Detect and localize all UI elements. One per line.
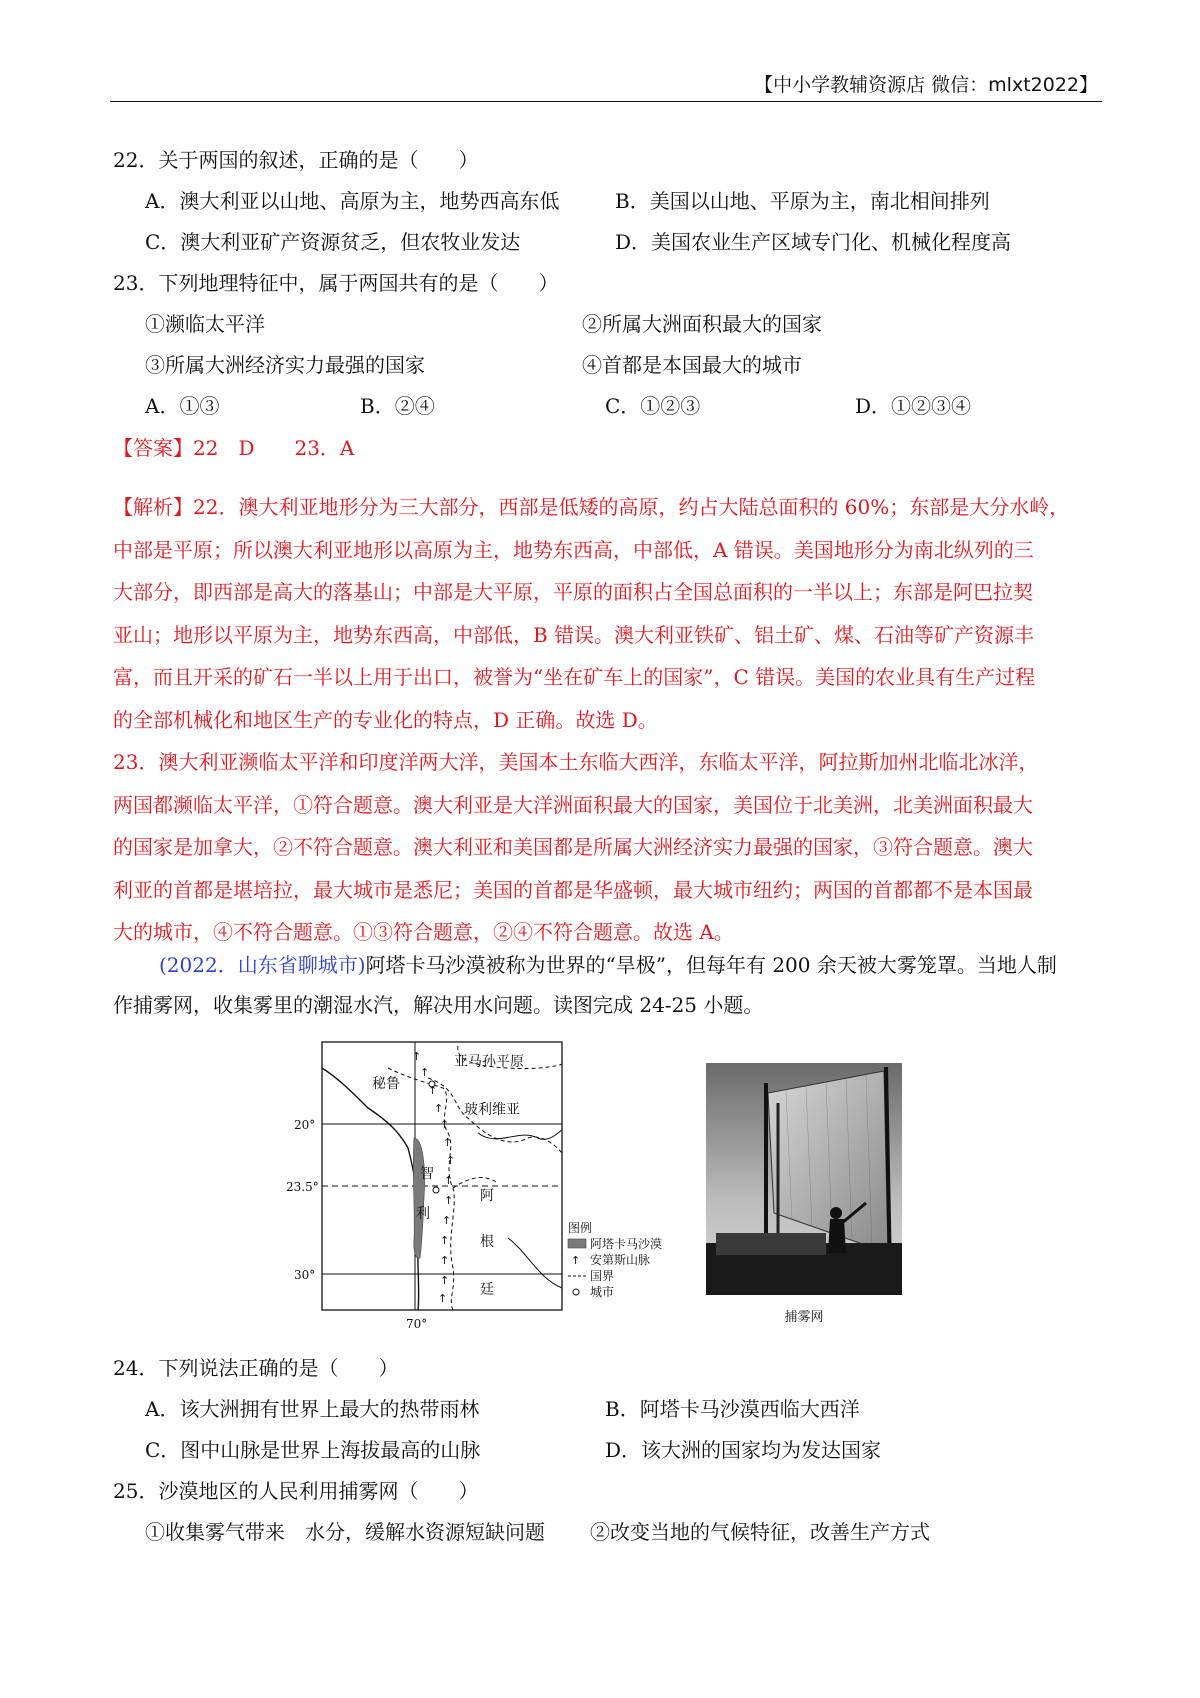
answer-text: 22 D 23．A — [193, 436, 355, 460]
answer-label: 【答案】 — [113, 436, 193, 460]
analysis-line: 亚山；地形以平原为主，地势东西高，中部低，B 错误。澳大利亚铁矿、铝土矿、煤、石油等矿产资源丰 — [113, 622, 1035, 647]
svg-text:↑: ↑ — [428, 1084, 438, 1097]
q22-option-b: B．美国以山地、平原为主，南北相间排列 — [615, 189, 990, 213]
q23-option-d: D．①②③④ — [855, 394, 972, 418]
analysis-line: 大部分，即西部是高大的落基山；中部是大平原，平原的面积占全国总面积的一半以上；东部是阿巴拉契 — [113, 580, 1033, 604]
page-header: 【中小学教辅资源店 微信：mlxt2022】 — [754, 74, 1098, 96]
q22-option-c: C．澳大利亚矿产资源贫乏，但农牧业发达 — [145, 230, 521, 254]
svg-text:↑: ↑ — [444, 1194, 454, 1207]
svg-text:↑: ↑ — [440, 1118, 450, 1131]
q22-option-a: A．澳大利亚以山地、高原为主，地势西高东低 — [145, 189, 560, 213]
analysis-line: 富，而且开采的矿石一半以上用于出口，被誉为“坐在矿车上的国家”，C 错误。美国的农业具有生产过程 — [113, 665, 1036, 689]
header-divider — [110, 101, 1102, 102]
svg-text:↑: ↑ — [420, 1066, 430, 1079]
q23-option-a: A．①③ — [145, 394, 220, 418]
svg-text:↑: ↑ — [440, 1274, 450, 1287]
svg-text:↑: ↑ — [440, 1234, 450, 1247]
svg-text:↑: ↑ — [440, 1254, 450, 1267]
q23-item-4: ④首都是本国最大的城市 — [582, 353, 802, 377]
svg-text:安第斯山脉: 安第斯山脉 — [590, 1253, 651, 1267]
analysis-line: 两国都濒临太平洋，①符合题意。澳大利亚是大洋洲面积最大的国家，美国位于北美洲，北美洲面积最大 — [113, 792, 1033, 817]
svg-text:阿塔卡马沙漠: 阿塔卡马沙漠 — [590, 1237, 663, 1251]
svg-text:↑: ↑ — [443, 1136, 453, 1149]
analysis-line: 中部是平原；所以澳大利亚地形以高原为主，地势东西高，中部低，A 错误。美国地形分为南北纵列的三 — [113, 537, 1034, 562]
q23-item-2: ②所属大洲面积最大的国家 — [582, 312, 822, 336]
label-argentina-2: 根 — [480, 1234, 494, 1250]
fog-net-photo — [706, 1063, 902, 1335]
q22-option-d: D．美国农业生产区域专门化、机械化程度高 — [615, 230, 1012, 254]
svg-text:↑: ↑ — [412, 1050, 422, 1063]
q25-item-2: ②改变当地的气候特征，改善生产方式 — [590, 1520, 930, 1544]
svg-text:↑: ↑ — [444, 1174, 454, 1187]
svg-text:↑: ↑ — [438, 1292, 448, 1305]
svg-text:图例: 图例 — [568, 1221, 593, 1235]
q23-option-b: B．②④ — [360, 394, 435, 418]
q24-option-a: A．该大洲拥有世界上最大的热带雨林 — [145, 1397, 480, 1421]
label-bolivia: 玻利维亚 — [464, 1102, 520, 1118]
analysis-line: 【解析】22．澳大利亚地形分为三大部分，西部是低矮的高原，约占大陆总面积的 60%；东部是大分水岭， — [113, 495, 1070, 519]
map-legend — [568, 1220, 662, 1299]
photo-caption: 捕雾网 — [784, 1310, 824, 1325]
label-argentina-1: 阿 — [480, 1188, 494, 1204]
q23-item-1: ①濒临太平洋 — [145, 312, 265, 336]
q22-stem: 22．关于两国的叙述，正确的是（ ） — [113, 148, 479, 172]
svg-text:城市: 城市 — [590, 1285, 615, 1299]
analysis-22 — [113, 486, 1093, 954]
analysis-line: 的国家是加拿大，②不符合题意。澳大利亚和美国都是所属大洲经济实力最强的国家，③符合题意。澳大 — [113, 835, 1033, 859]
label-lat-23-5: 23.5° — [286, 1180, 319, 1194]
q24-stem: 24．下列说法正确的是（ ） — [113, 1356, 399, 1380]
q24-option-c: C．图中山脉是世界上海拔最高的山脉 — [145, 1438, 481, 1462]
q25-stem: 25．沙漠地区的人民利用捕雾网（ ） — [113, 1479, 479, 1503]
label-peru: 秘鲁 — [372, 1076, 400, 1092]
analysis-line: 的全部机械化和地区生产的专业化的特点，D 正确。故选 D。 — [113, 707, 658, 732]
q25-item-1: ①收集雾气带来 水分，缓解水资源短缺问题 — [145, 1520, 545, 1544]
label-chile-2: 利 — [416, 1206, 430, 1222]
answer-line — [113, 434, 354, 462]
q24-option-b: B．阿塔卡马沙漠西临大西洋 — [605, 1397, 860, 1421]
svg-text:↑: ↑ — [442, 1214, 452, 1227]
q23-item-3: ③所属大洲经济实力最强的国家 — [145, 353, 425, 377]
svg-text:↑: ↑ — [571, 1254, 581, 1267]
svg-text:↑: ↑ — [434, 1102, 444, 1115]
label-amazon: 亚马孙平原 — [454, 1054, 524, 1070]
analysis-label: 【解析】 — [113, 495, 193, 519]
q23-stem: 23．下列地理特征中，属于两国共有的是（ ） — [113, 271, 559, 295]
label-argentina-3: 廷 — [480, 1282, 494, 1298]
analysis-line: 大的城市，④不符合题意。①③符合题意，②④不符合题意。故选 A。 — [113, 920, 734, 944]
q23-option-c: C．①②③ — [605, 394, 701, 418]
q24-option-d: D．该大洲的国家均为发达国家 — [605, 1438, 882, 1462]
label-lat-30: 30° — [294, 1268, 316, 1282]
label-lat-20: 20° — [294, 1118, 316, 1132]
label-lon-70: 70° — [406, 1317, 428, 1331]
south-america-map — [268, 1038, 680, 1338]
label-chile-1: 智 — [420, 1166, 434, 1182]
analysis-line: 利亚的首都是堪培拉，最大城市是悉尼；美国的首都是华盛顿，最大城市纽约；两国的首都都不是本国最 — [113, 877, 1033, 902]
svg-text:国界: 国界 — [590, 1269, 615, 1283]
analysis-line: 23．澳大利亚濒临太平洋和印度洋两大洋，美国本土东临大西洋，东临太平洋，阿拉斯加州北临北冰洋， — [113, 750, 1039, 774]
question-intro: (2022．山东省聊城市)阿塔卡马沙漠被称为世界的“旱极”，但每年有 200 余天被大雾笼罩。当地人制 作捕雾网，收集雾里的潮湿水汽，解决用水问题。读图完成 24-25 小题。 — [113, 953, 1057, 1017]
svg-text:↑: ↑ — [446, 1154, 456, 1167]
source-tag: (2022．山东省聊城市) — [159, 953, 366, 977]
